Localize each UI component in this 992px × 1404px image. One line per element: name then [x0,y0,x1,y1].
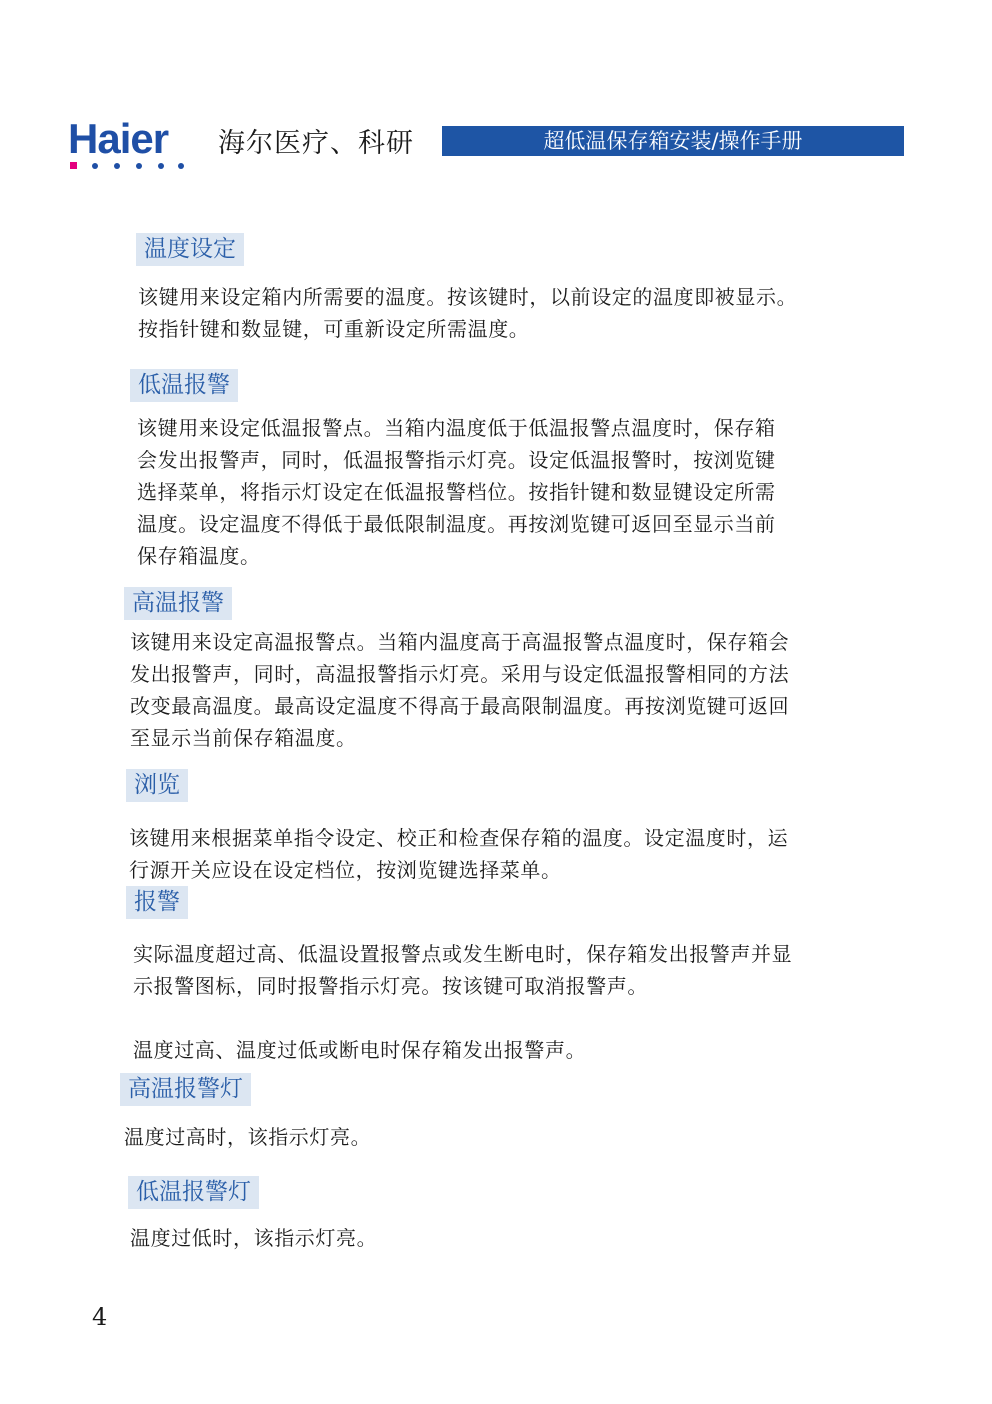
manual-title-banner: 超低温保存箱安装/操作手册 [442,126,904,156]
text-line: 发出报警声，同时，高温报警指示灯亮。采用与设定低温报警相同的方法 [130,662,790,686]
section-heading-low-temp-lamp: 低温报警灯 [128,1176,259,1209]
alarm-note [133,1034,586,1066]
section-heading-low-temp-alarm: 低温报警 [130,369,238,402]
page-number: 4 [92,1303,108,1331]
section-body-high-temp-lamp [124,1121,371,1153]
logo-dots [70,161,188,169]
text-line: 该键用来根据菜单指令设定、校正和检查保存箱的温度。设定温度时，运 [129,826,789,850]
section-heading-alarm: 报警 [126,886,188,919]
text-line: 温度过低时，该指示灯亮。 [130,1226,378,1250]
section-body-high-temp-alarm [130,626,789,754]
text-line: 该键用来设定箱内所需要的温度。按该键时，以前设定的温度即被显示。 [138,285,798,309]
text-line: 至显示当前保存箱温度。 [130,726,357,750]
section-body-browse [129,822,788,886]
section-body-alarm [133,938,792,1002]
section-heading-browse: 浏览 [126,769,188,802]
company-name: 海尔医疗、科研 [218,128,414,159]
text-line: 改变最高温度。最高设定温度不得高于最高限制温度。再按浏览键可返回 [130,694,790,718]
text-line: 保存箱温度。 [137,544,261,568]
haier-logo [68,115,192,170]
text-line: 该键用来设定低温报警点。当箱内温度低于低温报警点温度时，保存箱 [137,416,776,440]
text-line: 实际温度超过高、低温设置报警点或发生断电时，保存箱发出报警声并显 [133,942,793,966]
text-line: 会发出报警声，同时，低温报警指示灯亮。设定低温报警时，按浏览键 [137,448,776,472]
text-line: 行源开关应设在设定档位，按浏览键选择菜单。 [129,858,562,882]
section-heading-high-temp-alarm: 高温报警 [124,587,232,620]
text-line: 该键用来设定高温报警点。当箱内温度高于高温报警点温度时，保存箱会 [130,630,790,654]
section-body-low-temp-alarm [137,412,776,572]
logo-wordmark: Haier [68,115,169,162]
text-line: 温度过高、温度过低或断电时保存箱发出报警声。 [133,1038,587,1062]
text-line: 按指针键和数显键，可重新设定所需温度。 [138,317,530,341]
section-heading-high-temp-lamp: 高温报警灯 [120,1073,251,1106]
text-line: 温度。设定温度不得低于最低限制温度。再按浏览键可返回至显示当前 [137,512,776,536]
section-body-temp-setting [138,281,797,345]
section-heading-temp-setting: 温度设定 [136,233,244,266]
text-line: 温度过高时，该指示灯亮。 [124,1125,372,1149]
text-line: 示报警图标，同时报警指示灯亮。按该键可取消报警声。 [133,974,648,998]
section-body-low-temp-lamp [130,1222,377,1254]
text-line: 选择菜单，将指示灯设定在低温报警档位。按指针键和数显键设定所需 [137,480,776,504]
